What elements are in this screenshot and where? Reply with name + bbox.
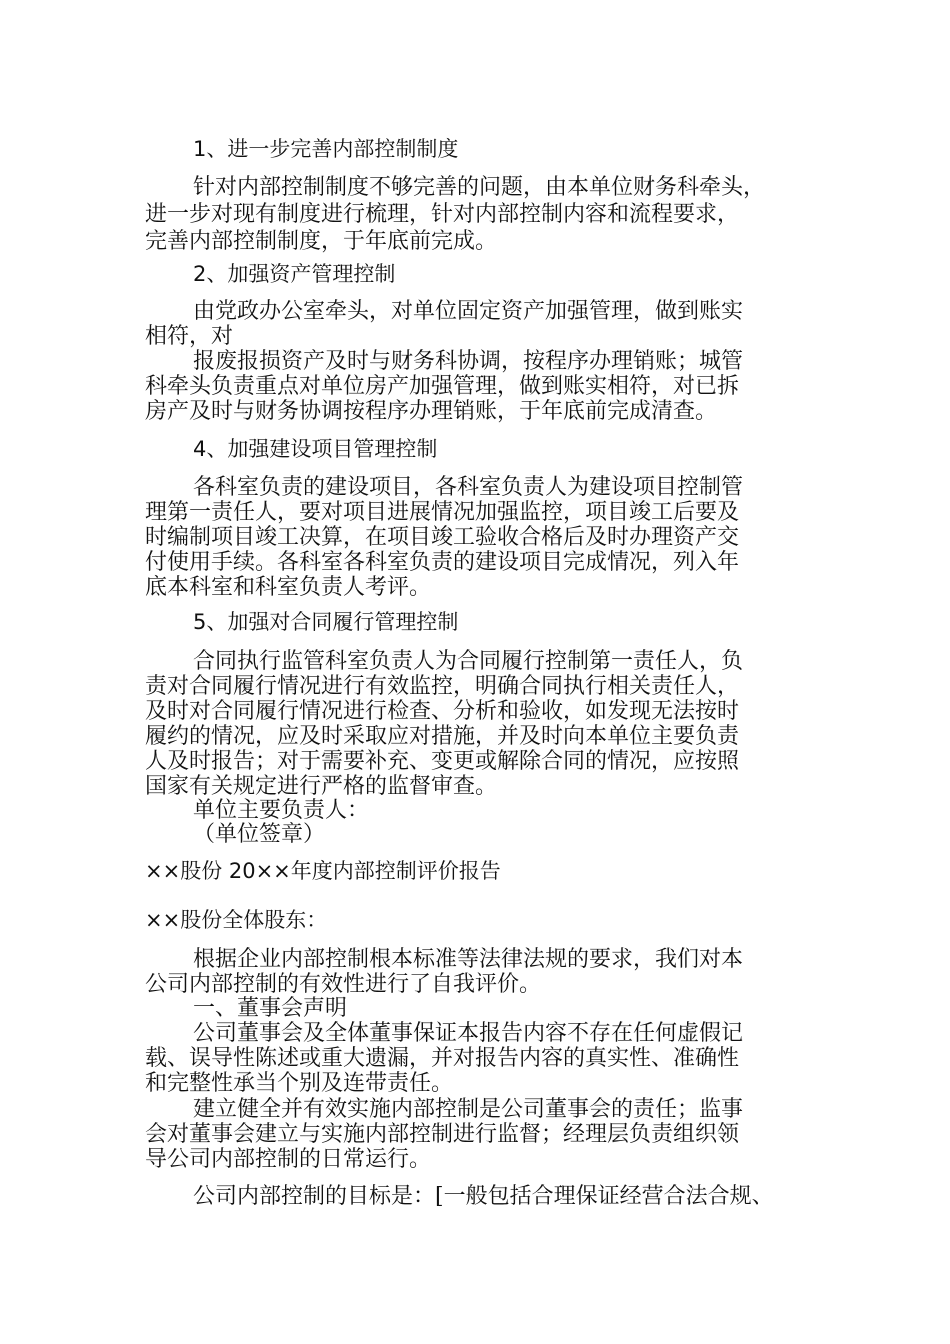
paragraph-line: 进一步对现有制度进行梳理，针对内部控制内容和流程要求， — [145, 202, 740, 227]
paragraph-line: 及时对合同履行情况进行检查、分析和验收，如发现无法按时 — [145, 699, 740, 724]
paragraph-line: 科牵头负责重点对单位房产加强管理，做到账实相符，对已拆 — [145, 374, 740, 399]
paragraph-line: 相符，对 — [145, 324, 234, 349]
paragraph-line: 公司内部控制的有效性进行了自我评价。 — [145, 972, 542, 997]
paragraph-line: 导公司内部控制的日常运行。 — [145, 1147, 432, 1172]
paragraph-line: 底本科室和科室负责人考评。 — [145, 575, 432, 600]
paragraph-line: 时编制项目竣工决算，在项目竣工验收合格后及时办理资产交 — [145, 525, 740, 550]
paragraph-line: 合同执行监管科室负责人为合同履行控制第一责任人，负 — [193, 649, 744, 674]
paragraph-line: 会对董事会建立与实施内部控制进行监督；经理层负责组织领 — [145, 1122, 740, 1147]
paragraph-line: 国家有关规定进行严格的监督审查。 — [145, 774, 498, 799]
report-salutation: ××股份全体股东： — [145, 908, 328, 932]
paragraph-line: 各科室负责的建设项目，各科室负责人为建设项目控制管 — [193, 475, 744, 500]
paragraph-line: 完善内部控制制度，于年底前完成。 — [145, 229, 498, 254]
paragraph-line: 和完整性承当个别及连带责任。 — [145, 1071, 454, 1096]
paragraph-line: 针对内部控制制度不够完善的问题，由本单位财务科牵头， — [193, 175, 766, 200]
paragraph-line: 公司董事会及全体董事保证本报告内容不存在任何虚假记 — [193, 1021, 744, 1046]
section-heading: 4、加强建设项目管理控制 — [193, 437, 438, 461]
report-title: ××股份 20××年度内部控制评价报告 — [145, 859, 501, 883]
paragraph-line: 公司内部控制的目标是：[一般包括合理保证经营合法合规、 — [193, 1184, 774, 1209]
paragraph-line: 根据企业内部控制根本标准等法律法规的要求，我们对本 — [193, 947, 744, 972]
paragraph-line: 责对合同履行情况进行有效监控，明确合同执行相关责任人， — [145, 674, 740, 699]
paragraph-line: 房产及时与财务协调按程序办理销账，于年底前完成清查。 — [145, 399, 718, 424]
seal-label: （单位签章） — [193, 822, 326, 847]
board-statement-heading: 一、董事会声明 — [193, 996, 348, 1021]
responsible-person-label: 单位主要负责人： — [193, 798, 370, 823]
paragraph-line: 建立健全并有效实施内部控制是公司董事会的责任；监事 — [193, 1097, 744, 1122]
section-heading: 5、加强对合同履行管理控制 — [193, 610, 459, 634]
section-heading: 1、进一步完善内部控制制度 — [193, 137, 459, 161]
paragraph-line: 理第一责任人，要对项目进展情况加强监控，项目竣工后要及 — [145, 500, 740, 525]
paragraph-line: 报废报损资产及时与财务科协调，按程序办理销账；城管 — [193, 349, 744, 374]
paragraph-line: 人及时报告；对于需要补充、变更或解除合同的情况，应按照 — [145, 749, 740, 774]
paragraph-line: 由党政办公室牵头，对单位固定资产加强管理，做到账实 — [193, 299, 744, 324]
section-heading: 2、加强资产管理控制 — [193, 262, 396, 286]
paragraph-line: 履约的情况，应及时采取应对措施，并及时向本单位主要负责 — [145, 724, 740, 749]
paragraph-line: 载、误导性陈述或重大遗漏，并对报告内容的真实性、准确性 — [145, 1046, 740, 1071]
paragraph-line: 付使用手续。各科室各科室负责的建设项目完成情况，列入年 — [145, 550, 740, 575]
